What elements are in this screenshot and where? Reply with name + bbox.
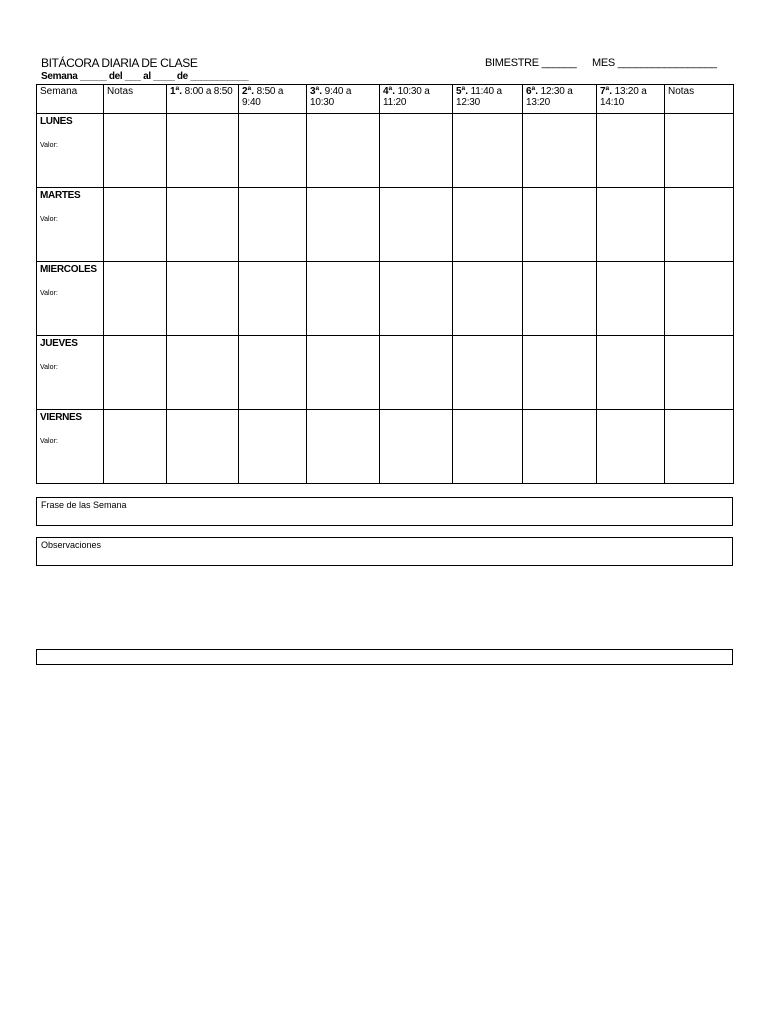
day-cell bbox=[37, 114, 104, 188]
period-time: 10:30 a 11:20 bbox=[383, 86, 430, 108]
blank-box[interactable] bbox=[36, 649, 733, 665]
schedule-cell[interactable] bbox=[523, 188, 597, 262]
table-row-jueves bbox=[37, 336, 734, 410]
schedule-cell[interactable] bbox=[453, 114, 523, 188]
schedule-cell[interactable] bbox=[665, 410, 734, 484]
schedule-cell[interactable] bbox=[453, 410, 523, 484]
schedule-cell[interactable] bbox=[453, 188, 523, 262]
schedule-cell[interactable] bbox=[104, 114, 167, 188]
frase-label: Frase de las Semana bbox=[41, 500, 127, 510]
schedule-cell[interactable] bbox=[239, 188, 307, 262]
header-period-4 bbox=[380, 85, 453, 114]
schedule-cell[interactable] bbox=[597, 114, 665, 188]
day-name: MARTES bbox=[40, 190, 81, 201]
schedule-cell[interactable] bbox=[380, 114, 453, 188]
period-time: 9:40 a 10:30 bbox=[310, 86, 352, 108]
period-number: 5ª. bbox=[456, 86, 469, 97]
period-time: 13:20 a 14:10 bbox=[600, 86, 647, 108]
schedule-cell[interactable] bbox=[597, 410, 665, 484]
header-notas-right: Notas bbox=[665, 85, 734, 114]
period-number: 4ª. bbox=[383, 86, 396, 97]
header-row bbox=[37, 85, 734, 114]
day-name: LUNES bbox=[40, 116, 73, 127]
schedule-cell[interactable] bbox=[104, 410, 167, 484]
schedule-cell[interactable] bbox=[104, 336, 167, 410]
schedule-cell[interactable] bbox=[307, 410, 380, 484]
valor-label: Valor: bbox=[40, 142, 58, 149]
schedule-cell[interactable] bbox=[523, 262, 597, 336]
document-title: BITÁCORA DIARIA DE CLASE bbox=[41, 56, 198, 70]
table-row-viernes bbox=[37, 410, 734, 484]
schedule-cell[interactable] bbox=[239, 262, 307, 336]
day-cell bbox=[37, 188, 104, 262]
schedule-cell[interactable] bbox=[665, 188, 734, 262]
schedule-cell[interactable] bbox=[523, 336, 597, 410]
header-period-3 bbox=[307, 85, 380, 114]
schedule-cell[interactable] bbox=[167, 114, 239, 188]
day-name: JUEVES bbox=[40, 338, 78, 349]
header-notas-left: Notas bbox=[104, 85, 167, 114]
schedule-cell[interactable] bbox=[380, 262, 453, 336]
schedule-table bbox=[36, 84, 734, 484]
period-number: 1ª. bbox=[170, 86, 183, 97]
day-name: VIERNES bbox=[40, 412, 82, 423]
bimestre-field: BIMESTRE ______ bbox=[485, 57, 577, 69]
header-period-1 bbox=[167, 85, 239, 114]
valor-label: Valor: bbox=[40, 216, 58, 223]
header-period-7 bbox=[597, 85, 665, 114]
schedule-cell[interactable] bbox=[167, 336, 239, 410]
period-time: 8:50 a 9:40 bbox=[242, 86, 284, 108]
period-number: 3ª. bbox=[310, 86, 323, 97]
mes-field: MES _________________ bbox=[592, 57, 717, 69]
table-row-martes bbox=[37, 188, 734, 262]
schedule-cell[interactable] bbox=[307, 114, 380, 188]
table-row-lunes bbox=[37, 114, 734, 188]
schedule-cell[interactable] bbox=[597, 188, 665, 262]
schedule-cell[interactable] bbox=[307, 188, 380, 262]
header-period-2 bbox=[239, 85, 307, 114]
schedule-cell[interactable] bbox=[597, 262, 665, 336]
period-time: 12:30 a 13:20 bbox=[526, 86, 573, 108]
schedule-cell[interactable] bbox=[104, 262, 167, 336]
schedule-cell[interactable] bbox=[239, 114, 307, 188]
schedule-cell[interactable] bbox=[665, 114, 734, 188]
day-cell bbox=[37, 410, 104, 484]
schedule-cell[interactable] bbox=[453, 336, 523, 410]
day-cell bbox=[37, 336, 104, 410]
schedule-cell[interactable] bbox=[104, 188, 167, 262]
schedule-cell[interactable] bbox=[597, 336, 665, 410]
schedule-cell[interactable] bbox=[307, 336, 380, 410]
schedule-cell[interactable] bbox=[307, 262, 380, 336]
schedule-cell[interactable] bbox=[523, 410, 597, 484]
period-number: 2ª. bbox=[242, 86, 255, 97]
header-period-6 bbox=[523, 85, 597, 114]
schedule-cell[interactable] bbox=[380, 188, 453, 262]
day-name: MIERCOLES bbox=[40, 264, 97, 275]
schedule-cell[interactable] bbox=[665, 262, 734, 336]
period-number: 6ª. bbox=[526, 86, 539, 97]
schedule-cell[interactable] bbox=[665, 336, 734, 410]
table-row-miercoles bbox=[37, 262, 734, 336]
schedule-cell[interactable] bbox=[239, 336, 307, 410]
observaciones-box[interactable] bbox=[36, 537, 733, 566]
header-period-5 bbox=[453, 85, 523, 114]
day-cell bbox=[37, 262, 104, 336]
frase-box[interactable] bbox=[36, 497, 733, 526]
valor-label: Valor: bbox=[40, 290, 58, 297]
schedule-cell[interactable] bbox=[453, 262, 523, 336]
schedule-cell[interactable] bbox=[167, 188, 239, 262]
schedule-cell[interactable] bbox=[167, 410, 239, 484]
valor-label: Valor: bbox=[40, 364, 58, 371]
period-number: 7ª. bbox=[600, 86, 613, 97]
schedule-cell[interactable] bbox=[523, 114, 597, 188]
period-time: 8:00 a 8:50 bbox=[182, 86, 233, 97]
valor-label: Valor: bbox=[40, 438, 58, 445]
period-time: 11:40 a 12:30 bbox=[456, 86, 502, 108]
header-semana: Semana bbox=[37, 85, 104, 114]
observaciones-label: Observaciones bbox=[41, 540, 102, 550]
schedule-cell[interactable] bbox=[239, 410, 307, 484]
schedule-cell[interactable] bbox=[380, 336, 453, 410]
schedule-cell[interactable] bbox=[380, 410, 453, 484]
schedule-cell[interactable] bbox=[167, 262, 239, 336]
semana-line: Semana _____ del ___ al ____ de ___________ bbox=[41, 71, 249, 82]
